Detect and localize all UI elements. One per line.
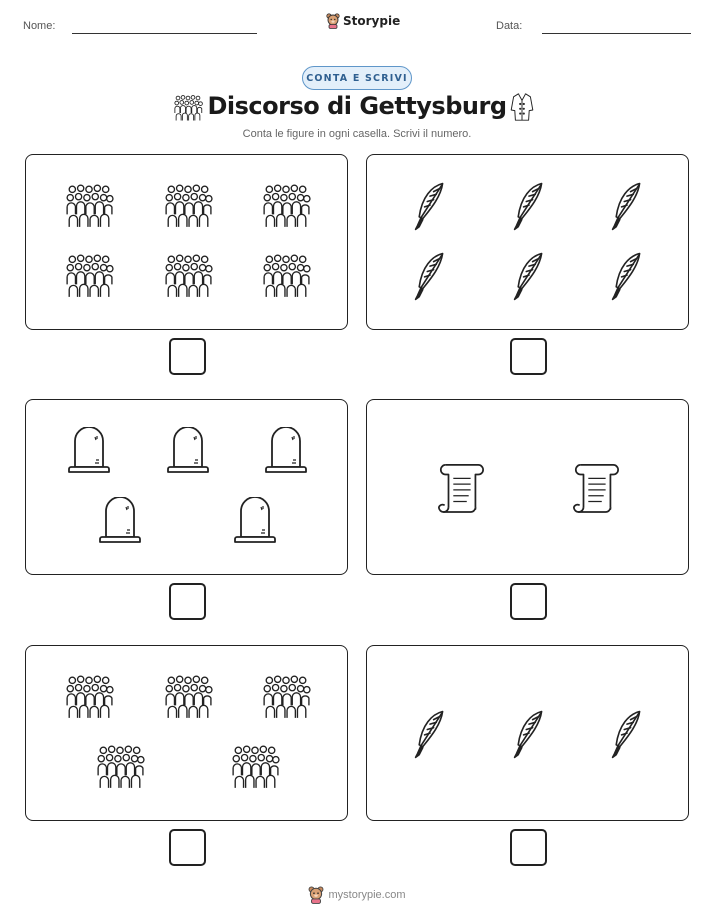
- scroll-icon: [436, 459, 486, 517]
- tombstone-icon: [166, 427, 210, 475]
- quill-icon: [412, 708, 448, 760]
- tombstone-icon: [98, 497, 142, 545]
- crowd-icon: [261, 674, 311, 720]
- tombstone-icon: [233, 497, 277, 545]
- count-card: [366, 154, 689, 330]
- date-field[interactable]: [542, 33, 691, 34]
- answer-box[interactable]: [169, 829, 206, 866]
- crowd-icon: [163, 674, 213, 720]
- quill-icon: [412, 180, 448, 232]
- answer-box[interactable]: [510, 338, 547, 375]
- name-label: Nome:: [23, 20, 56, 32]
- bear-mascot-icon: [326, 13, 340, 29]
- brand-name: Storypie: [343, 14, 401, 28]
- quill-icon: [511, 708, 547, 760]
- tombstone-icon: [67, 427, 111, 475]
- footer-url: mystorypie.com: [328, 889, 406, 901]
- quill-icon: [609, 250, 645, 302]
- answer-box[interactable]: [510, 829, 547, 866]
- count-card: [25, 645, 348, 821]
- crowd-icon: [95, 744, 145, 790]
- crowd-icon: [64, 183, 114, 229]
- answer-box[interactable]: [169, 583, 206, 620]
- answer-box[interactable]: [169, 338, 206, 375]
- count-card: [366, 645, 689, 821]
- count-card: [25, 154, 348, 330]
- crowd-icon: [64, 253, 114, 299]
- quill-icon: [511, 250, 547, 302]
- activity-badge: CONTA E SCRIVI: [302, 66, 412, 90]
- crowd-icon: [230, 744, 280, 790]
- tombstone-icon: [264, 427, 308, 475]
- crowd-icon: [261, 183, 311, 229]
- footer: [0, 886, 714, 904]
- date-label: Data:: [496, 20, 523, 32]
- scroll-icon: [571, 459, 621, 517]
- crowd-icon: [64, 674, 114, 720]
- count-card: [366, 399, 689, 575]
- instructions: Conta le figure in ogni casella. Scrivi il numero.: [242, 128, 472, 140]
- coat-icon: [510, 92, 534, 122]
- quill-icon: [511, 180, 547, 232]
- bear-mascot-icon: [308, 886, 324, 904]
- answer-box[interactable]: [510, 583, 547, 620]
- brand-logo: [326, 13, 400, 29]
- page-title: Discorso di Gettysburg: [207, 92, 507, 120]
- crowd-icon: [261, 253, 311, 299]
- crowd-icon: [163, 253, 213, 299]
- quill-icon: [609, 708, 645, 760]
- quill-icon: [609, 180, 645, 232]
- quill-icon: [412, 250, 448, 302]
- name-field[interactable]: [72, 33, 257, 34]
- crowd-icon: [163, 183, 213, 229]
- count-card: [25, 399, 348, 575]
